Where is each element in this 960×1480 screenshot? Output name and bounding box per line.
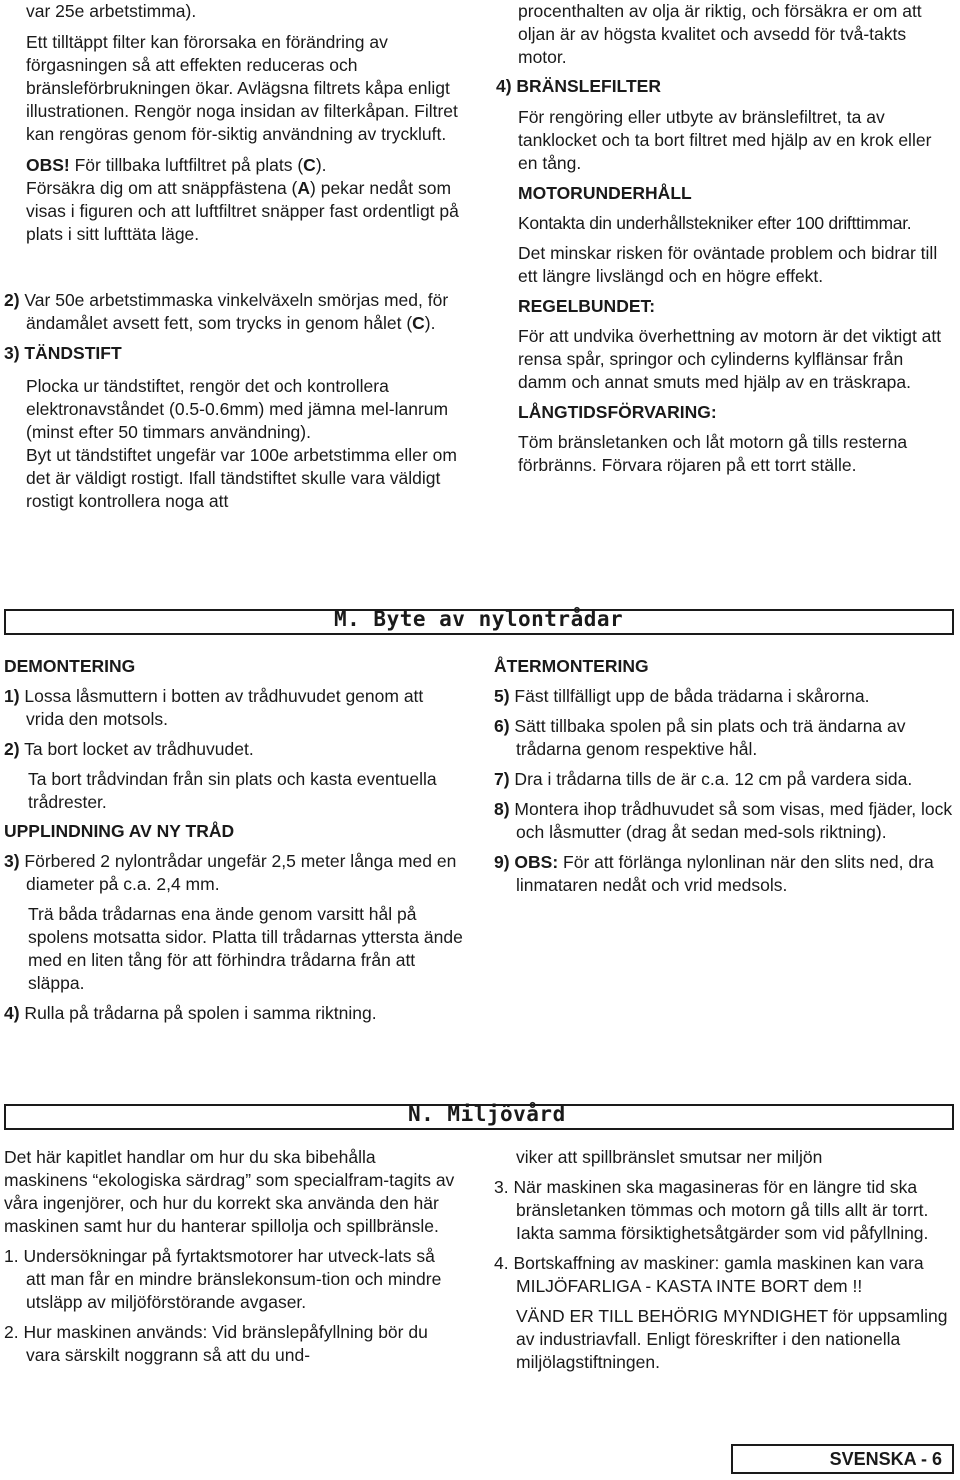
text: Montera ihop trådhuvudet så som visas, med fjäder, lock och låsmutter (drag åt sedan med-sols riktning). (509, 799, 953, 842)
heading-upplindning: UPPLINDNING AV NY TRÅD (4, 821, 235, 841)
step-7 (494, 768, 956, 791)
top-left-column (26, 0, 462, 246)
step-number: 6) (494, 716, 510, 736)
list-item-2: 2. Hur maskinen används: Vid bränslepåfyllning bör du vara särskilt noggrann så att du und- (4, 1322, 428, 1365)
step-number: 7) (494, 769, 510, 789)
text: Var 50e arbetstimmaska vinkelväxeln smörjas med, för ändamålet avsett fett, som trycks in genom hålet ( (19, 290, 449, 333)
paragraph: Kontakta din underhållstekniker efter 100 drifttimmar. (518, 213, 912, 233)
heading-bransle: 4) BRÄNSLEFILTER (496, 76, 661, 96)
step-9 (494, 851, 956, 897)
heading-atermontering: ÅTERMONTERING (494, 656, 649, 676)
paragraph-clips (26, 177, 462, 246)
text: Dra i trådarna tills de är c.a. 12 cm på vardera sida. (509, 769, 913, 789)
obs-label: OBS! (26, 155, 70, 175)
step-number: 5) (494, 686, 510, 706)
text: Förbered 2 nylontrådar ungefär 2,5 meter långa med en diameter på c.a. 2,4 mm. (19, 851, 457, 894)
item-2 (4, 289, 462, 335)
paragraph-cont: viker att spillbränslet smutsar ner miljön (516, 1147, 823, 1167)
step-1 (4, 685, 466, 731)
paragraph: Plocka ur tändstiftet, rengör det och kontrollera elektronavståndet (0.5-0.6mm) med jämna mel-lanrum (minst efter 50 timmars användning). (26, 376, 449, 442)
paragraph: Töm bränsletanken och låt motorn gå tills resterna förbränns. Förvara röjaren på ett torrt ställe. (518, 432, 908, 475)
heading-regelbundet: REGELBUNDET: (518, 296, 656, 316)
list-item-4: 4. Bortskaffning av maskiner: gamla maskinen kan vara MILJÖFARLIGA - KASTA INTE BORT dem !! (494, 1253, 924, 1296)
section-m-title: M. Byte av nylontrådar (334, 607, 624, 631)
section-n-left (4, 1146, 456, 1367)
step-number: 1) (4, 686, 20, 706)
paragraph: För rengöring eller utbyte av bränslefiltret, ta av tanklocket och ta bort filtret med hjälp av en krok eller en tång. (518, 107, 932, 173)
ref-c: C (303, 155, 316, 175)
paragraph-filter: Ett tilltäppt filter kan förorsaka en förändring av förgasningen så att effekten reduceras och bränsleförbrukningen ökar. Avlägsna filtrets kåpa enligt illustrationen. Rengör noga insidan av filterkåpan. Filtret kan rengöras genom för-siktig användning av tryckluft. (26, 32, 458, 144)
step-number: 8) (494, 799, 510, 819)
text: Ta bort locket av trådhuvudet. (19, 739, 254, 759)
paragraph: procenthalten av olja är riktig, och försäkra er om att oljan är av högsta kvalitet och avsedd för två-takts motor. (518, 1, 922, 67)
paragraph: För att undvika överhettning av motorn är det viktigt att rensa spår, springor och cylinderns kylflänsar från damm och annat smuts med hjälp av en träskrapa. (518, 326, 942, 392)
list-item-1: 1. Undersökningar på fyrtaktsmotorer har utveck-lats så att man får en mindre bränslekonsum-tion och mindre utsläpp av miljöförstörande avgaser. (4, 1246, 442, 1312)
paragraph: Det minskar risken för oväntade problem och bidrar till ett längre livslängd och en högre effekt. (518, 243, 938, 286)
text: Lossa låsmuttern i botten av trådhuvudet genom att vrida den motsols. (19, 686, 424, 729)
top-left-items (4, 289, 462, 513)
ref-c: C (412, 313, 425, 333)
text: ). (424, 313, 436, 333)
section-m-left (4, 655, 466, 1025)
text: Fäst tillfälligt upp de båda trädarna i skårorna. (509, 686, 870, 706)
paragraph: var 25e arbetstimma). (26, 1, 197, 21)
step-6 (494, 715, 956, 761)
section-n-title: N. Miljövård (408, 1102, 566, 1126)
text: Försäkra dig om att snäppfästena ( (26, 178, 298, 198)
step-8 (494, 798, 956, 844)
paragraph: Byt ut tändstiftet ungefär var 100e arbetstimma eller om det är väldigt rostigt. Ifall tändstiftet skulle vara väldigt rostigt kontrollera noga att (26, 445, 457, 511)
section-n-right (494, 1146, 956, 1374)
obs-end: ). (315, 155, 327, 175)
paragraph: Trä båda trådarnas ena ände genom varsitt hål på spolens motsatta sidor. Platta till trådarnas yttersta ände med en liten tång för att förhindra trådarna från att släppa. (28, 904, 463, 993)
heading-motor: MOTORUNDERHÅLL (518, 183, 692, 203)
obs-label: OBS: (509, 852, 559, 872)
top-right-column (496, 0, 954, 477)
step-3 (4, 850, 466, 896)
step-number: 2) (4, 739, 20, 759)
obs-text: För tillbaka luftfiltret på plats ( (69, 155, 304, 175)
step-4 (4, 1002, 466, 1025)
step-number: 9) (494, 852, 510, 872)
step-5 (494, 685, 956, 708)
list-item-3: 3. När maskinen ska magasineras för en längre tid ska bränsletanken tömmas och motorn gå tills allt är torrt. Iakta samma försiktighetsåtgärder som vid påfyllning. (494, 1177, 929, 1243)
heading-demontering: DEMONTERING (4, 656, 136, 676)
text: Rulla på trådarna på spolen i samma riktning. (19, 1003, 377, 1023)
text: Sätt tillbaka spolen på sin plats och trä ändarna av trådarna genom respektive hål. (509, 716, 906, 759)
heading-langtid: LÅNGTIDSFÖRVARING: (518, 402, 717, 422)
heading-tandstift: 3) TÄNDSTIFT (4, 343, 122, 363)
text: För att förlänga nylonlinan när den slits ned, dra linmataren nedåt och vrid medsols. (516, 852, 934, 895)
page-label: SVENSKA - 6 (731, 1444, 954, 1474)
paragraph-intro: Det här kapitlet handlar om hur du ska bibehålla maskinens “ekologiska särdrag” som specialfram-tagits av våra ingenjörer, och hur du korrekt ska använda den här maskinen samt hur du hanterar spillolja och spillbränsle. (4, 1147, 455, 1236)
step-2 (4, 738, 466, 761)
step-number: 4) (4, 1003, 20, 1023)
step-number: 3) (4, 851, 20, 871)
ref-a: A (297, 178, 311, 198)
paragraph-end: VÄND ER TILL BEHÖRIG MYNDIGHET för uppsamling av industriavfall. Enligt föreskrifter i den nationella miljölagstiftningen. (516, 1306, 948, 1372)
paragraph-obs (26, 154, 462, 177)
item-number: 2) (4, 290, 20, 310)
text: ) pekar nedåt som visas i figuren och att luftfiltret snäpper fast ordentligt på plats i sitt lufttäta läge. (26, 178, 459, 244)
section-m-right (494, 655, 956, 897)
paragraph: Ta bort trådvindan från sin plats och kasta eventuella trådrester. (28, 769, 437, 812)
